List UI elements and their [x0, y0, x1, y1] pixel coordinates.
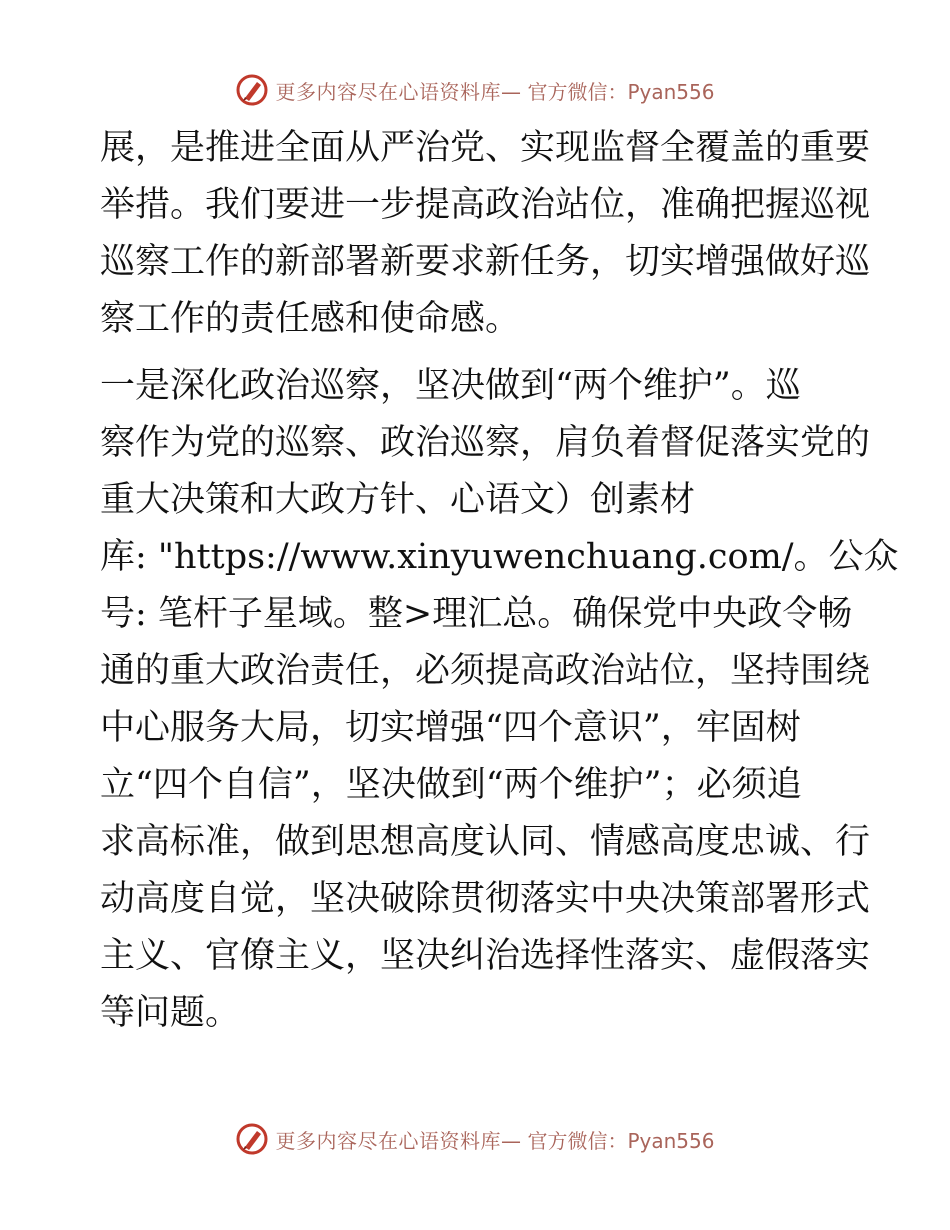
footer-wechat-text: 官方微信：Pyan556 [527, 1128, 715, 1153]
text-line: 通的重大政治责任，必须提高政治站位，坚持围绕 [100, 651, 871, 691]
text-line: 中心服务大局，切实增强“四个意识”，牢固树 [100, 708, 801, 748]
footer-site-text: 更多内容尽在心语资料库— [275, 1128, 522, 1153]
text-line: 等问题。 [100, 993, 241, 1033]
text-line: 举措。我们要进一步提高政治站位，准确把握巡视 [100, 185, 871, 225]
text-line: 号: 笔杆子星域。整>理汇总。确保党中央政令畅 [100, 594, 853, 634]
header-site-text: 更多内容尽在心语资料库— [275, 79, 522, 104]
text-line: 察作为党的巡察、政治巡察，肩负着督促落实党的 [100, 423, 871, 463]
text-line: 库: "https://www.xinyuwenchuang.com/。公众 [100, 537, 899, 577]
header-wechat-text: 官方微信：Pyan556 [527, 79, 715, 104]
footer-banner [0, 1119, 950, 1159]
header-banner [0, 70, 950, 110]
pen-circle-logo-icon [235, 73, 269, 107]
text-line: 主义、官僚主义，坚决纠治选择性落实、虚假落实 [100, 936, 871, 976]
text-line: 展，是推进全面从严治党、实现监督全覆盖的重要 [100, 128, 871, 168]
paragraph-gap [100, 348, 860, 358]
text-line: 重大决策和大政方针、心语文）创素材 [100, 480, 696, 520]
text-line: 一是深化政治巡察，坚决做到“两个维护”。巡 [100, 366, 801, 406]
paragraph-2 [100, 358, 899, 1042]
text-line: 察工作的责任感和使命感。 [100, 299, 521, 339]
text-line: 求高标准，做到思想高度认同、情感高度忠诚、行 [100, 822, 871, 862]
text-line: 巡察工作的新部署新要求新任务，切实增强做好巡 [100, 242, 871, 282]
paragraph-1 [100, 120, 871, 348]
document-body [100, 120, 899, 1042]
text-line: 立“四个自信”，坚决做到“两个维护”；必须追 [100, 765, 802, 805]
pen-circle-logo-icon [235, 1122, 269, 1156]
text-line: 动高度自觉，坚决破除贯彻落实中央决策部署形式 [100, 879, 871, 919]
